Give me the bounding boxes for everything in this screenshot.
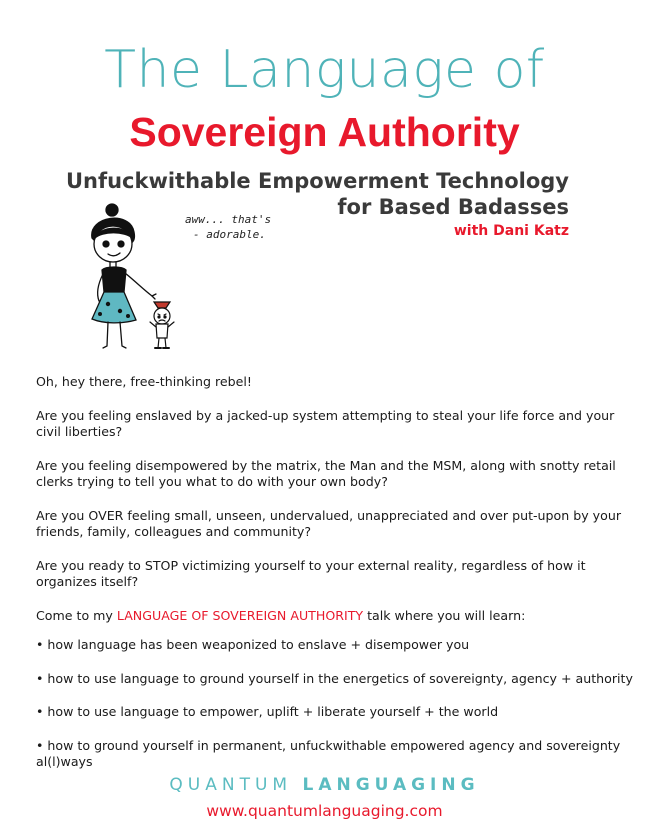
- cta-before: Come to my: [36, 607, 113, 623]
- question-2: Are you feeling disempowered by the matrix, the Man and the MSM, along with snotty retail clerks trying to tell you what to do with your own body?: [36, 457, 616, 489]
- cta-highlight: LANGUAGE OF SOVEREIGN AUTHORITY: [116, 607, 364, 623]
- bullet-item: • how to use language to ground yourself in the energetics of sovereignty, agency + authority: [36, 670, 633, 686]
- question-1: Are you feeling enslaved by a jacked-up system attempting to steal your life force and your civil liberties?: [36, 407, 615, 439]
- body-text: [36, 374, 636, 788]
- footer-url[interactable]: www.quantumlanguaging.com: [206, 802, 443, 820]
- speech-line-1: aww... that's: [185, 213, 272, 226]
- title-line-1: The Language of: [104, 40, 545, 100]
- bullet-item: • how to use language to empower, uplift + liberate yourself + the world: [36, 704, 499, 719]
- question-3: Are you OVER feeling small, unseen, undervalued, unappreciated and over put-upon by your friends, family, colleagues and community?: [36, 507, 621, 539]
- small-figure: [150, 302, 174, 348]
- footer-brand: [0, 777, 649, 794]
- woman-figure: [92, 204, 156, 301]
- title-line-2: Sovereign Authority: [129, 109, 520, 155]
- brand-part-2: LANGUAGING: [302, 775, 480, 795]
- cta-after: talk where you will learn:: [367, 607, 526, 623]
- subtitle-line-1: Unfuckwithable Empowerment Technology: [65, 169, 569, 193]
- bullet-item: • how language has been weaponized to enslave + disempower you: [36, 637, 470, 652]
- call-to-action: [36, 608, 636, 625]
- bullet-item: • how to ground yourself in permanent, unfuckwithable empowered agency and sovereignty al(l)ways: [36, 737, 621, 769]
- greeting: Oh, hey there, free-thinking rebel!: [36, 374, 252, 389]
- skirt: [92, 292, 136, 323]
- question-4: Are you ready to STOP victimizing yourself to your external reality, regardless of how it organizes itself?: [36, 557, 586, 589]
- speech-line-2: - adorable.: [193, 228, 266, 241]
- speech-bubble-text: [185, 212, 271, 242]
- author-credit: with Dani Katz: [453, 223, 569, 239]
- subtitle-line-2: for Based Badasses: [337, 195, 569, 219]
- brand-part-1: QUANTUM: [169, 775, 293, 795]
